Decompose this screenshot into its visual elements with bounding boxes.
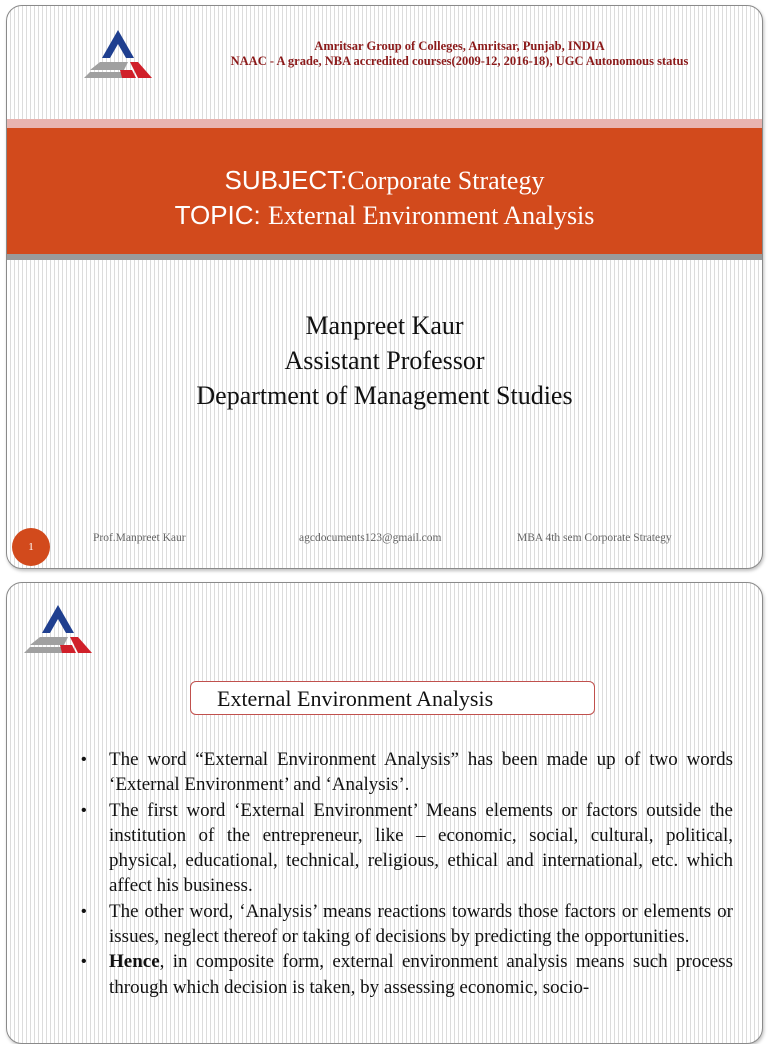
list-item: • The word “External Environment Analysis” has been made up of two words ‘External Environment’ and ‘Analysis’. <box>81 749 733 796</box>
list-item: • The first word ‘External Environment’ Means elements or factors outside the institution of the entrepreneur, like – economic, social, cultural, political, physical, educational, technical, religious, ethical and international, etc. which affect his business. <box>81 799 733 897</box>
accreditation-line: NAAC - A grade, NBA accredited courses(2009-12, 2016-18), UGC Autonomous status <box>230 54 689 68</box>
college-header <box>167 39 752 69</box>
subject-line: SUBJECT:Corporate Strategy <box>224 165 545 195</box>
footer-email: agcdocuments123@gmail.com <box>299 532 442 544</box>
subject-banner <box>7 128 762 260</box>
bullet-icon: • <box>81 902 87 920</box>
college-name: Amritsar Group of Colleges, Amritsar, Punjab, INDIA <box>314 39 605 53</box>
topic-line: TOPIC: External Environment Analysis <box>174 200 595 230</box>
slide-number-badge: 1 <box>12 528 50 566</box>
college-logo-icon <box>82 28 154 80</box>
bullet-icon: • <box>81 953 87 971</box>
bullet-list <box>77 747 733 1000</box>
footer-author: Prof.Manpreet Kaur <box>93 532 186 544</box>
footer-course: MBA 4th sem Corporate Strategy <box>517 532 672 544</box>
slide-title: External Environment Analysis <box>190 681 595 715</box>
author-name: Manpreet Kaur <box>305 311 464 340</box>
author-department: Department of Management Studies <box>196 381 573 410</box>
list-item: • The other word, ‘Analysis’ means reactions towards those factors or elements or issues, neglect thereof or taking of decisions by predicting the opportunities. <box>81 900 733 948</box>
bullet-icon: • <box>81 751 87 768</box>
bullet-icon: • <box>81 801 87 819</box>
college-logo-icon <box>22 603 94 655</box>
list-item: • Hence, in composite form, external environment analysis means such process through which decision is taken, by assessing economic, socio- <box>81 951 733 998</box>
author-designation: Assistant Professor <box>284 346 485 375</box>
slide-2 <box>6 582 763 1044</box>
author-block <box>7 308 762 413</box>
decor-strip <box>7 119 762 128</box>
slide-1 <box>6 5 763 569</box>
